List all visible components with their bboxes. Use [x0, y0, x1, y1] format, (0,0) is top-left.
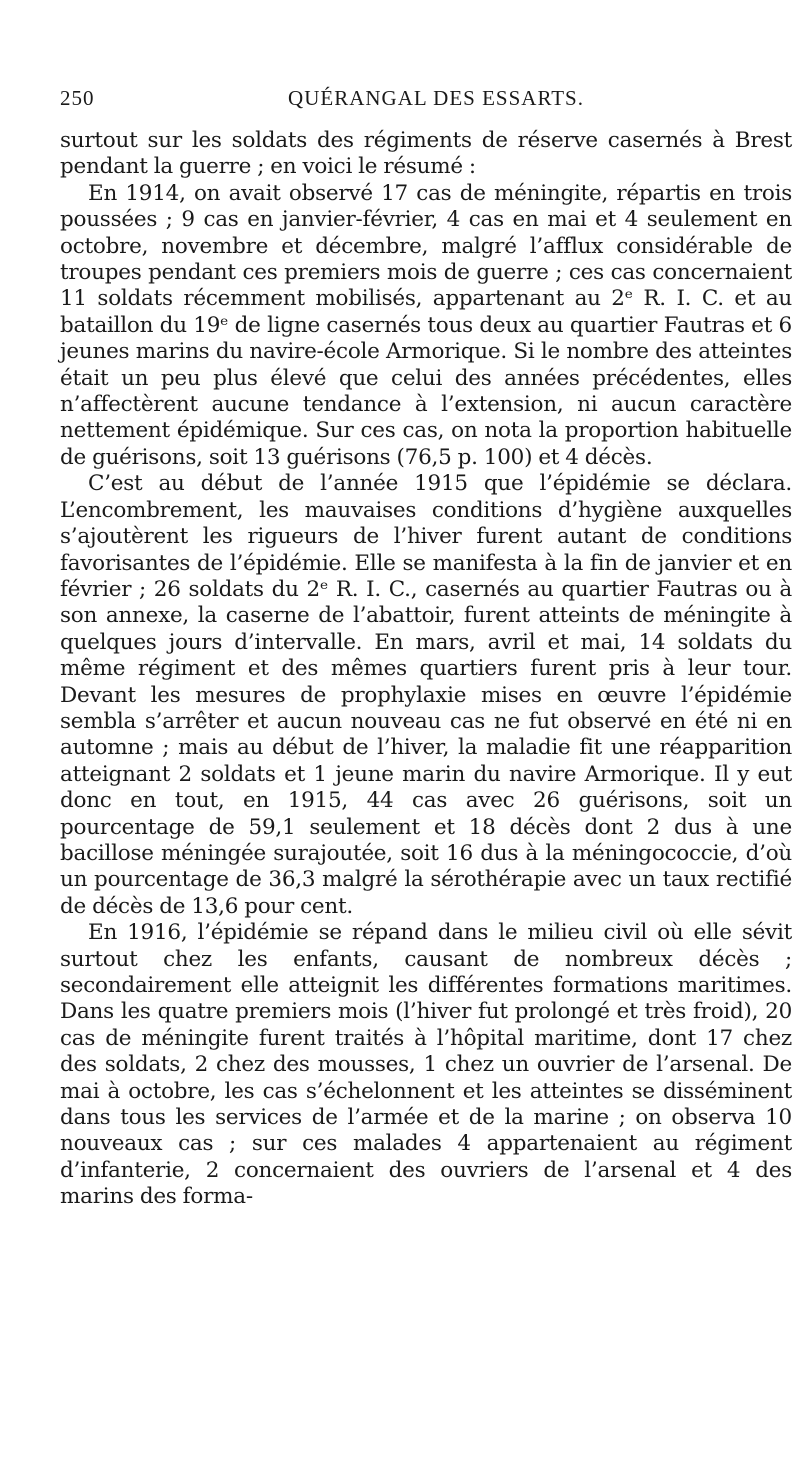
paragraph-1: surtout sur les soldats des régiments de réserve casernés à Brest pendant la guerre ; en voici le résumé :	[60, 128, 792, 180]
paragraph-3: C’est au début de l’année 1915 que l’épidémie se déclara. L’encombrement, les mauvaises conditions d’hygiène auxquelles s’ajoutèrent les rigueurs de l’hiver furent autant de conditions favorisantes de l’épidémie. Elle se manifesta à la fin de janvier et en février ; 26 soldats du 2ᵉ R. I. C., casernés au quartier Fautras ou à son annexe, la caserne de l’abattoir, furent atteints de méningite à quelques jours d’intervalle. En mars, avril et mai, 14 soldats du même régiment et des mêmes quartiers furent pris à leur tour. Devant les mesures de prophylaxie mises en œuvre l’épidémie sembla s’arrêter et aucun nouveau cas ne fut observé en été ni en automne ; mais au début de l’hiver, la maladie fit une réapparition atteignant 2 soldats et 1 jeune marin du navire Armorique. Il y eut donc en tout, en 1915, 44 cas avec 26 guérisons, soit un pourcentage de 59,1 seulement et 18 décès dont 2 dus à une bacillose méningée surajoutée, soit 16 dus à la méningococcie, d’où un pourcentage de 36,3 malgré la sérothérapie avec un taux rectifié de décès de 13,6 pour cent.	[60, 471, 792, 919]
running-head	[60, 86, 792, 116]
paragraph-4: En 1916, l’épidémie se répand dans le milieu civil où elle sévit surtout chez les enfants, causant de nombreux décès ; secondairement elle atteignit les différentes formations maritimes. Dans les quatre premiers mois (l’hiver fut prolongé et très froid), 20 cas de méningite furent traités à l’hôpital maritime, dont 17 chez des soldats, 2 chez des mousses, 1 chez un ouvrier de l’arsenal. De mai à octobre, les cas s’échelonnent et les atteintes se disséminent dans tous les services de l’armée et de la marine ; on observa 10 nouveaux cas ; sur ces malades 4 appartenaient au régiment d’infanterie, 2 concernaient des ouvriers de l’arsenal et 4 des marins des forma-	[60, 920, 792, 1210]
document-page	[60, 86, 792, 1211]
paragraph-2: En 1914, on avait observé 17 cas de méningite, répartis en trois poussées ; 9 cas en janvier-février, 4 cas en mai et 4 seulement en octobre, novembre et décembre, malgré l’afflux considérable de troupes pendant ces premiers mois de guerre ; ces cas concernaient 11 soldats récemment mobilisés, appartenant au 2ᵉ R. I. C. et au bataillon du 19ᵉ de ligne casernés tous deux au quartier Fautras et 6 jeunes marins du navire-école Armorique. Si le nombre des atteintes était un peu plus élevé que celui des années précédentes, elles n’affectèrent aucune tendance à l’extension, ni aucun caractère nettement épidémique. Sur ces cas, on nota la proportion habituelle de guérisons, soit 13 guérisons (76,5 p. 100) et 4 décès.	[60, 180, 792, 470]
body-text	[60, 128, 792, 1211]
running-title: QUÉRANGAL DES ESSARTS.	[288, 86, 584, 110]
page-number: 250	[60, 86, 95, 110]
